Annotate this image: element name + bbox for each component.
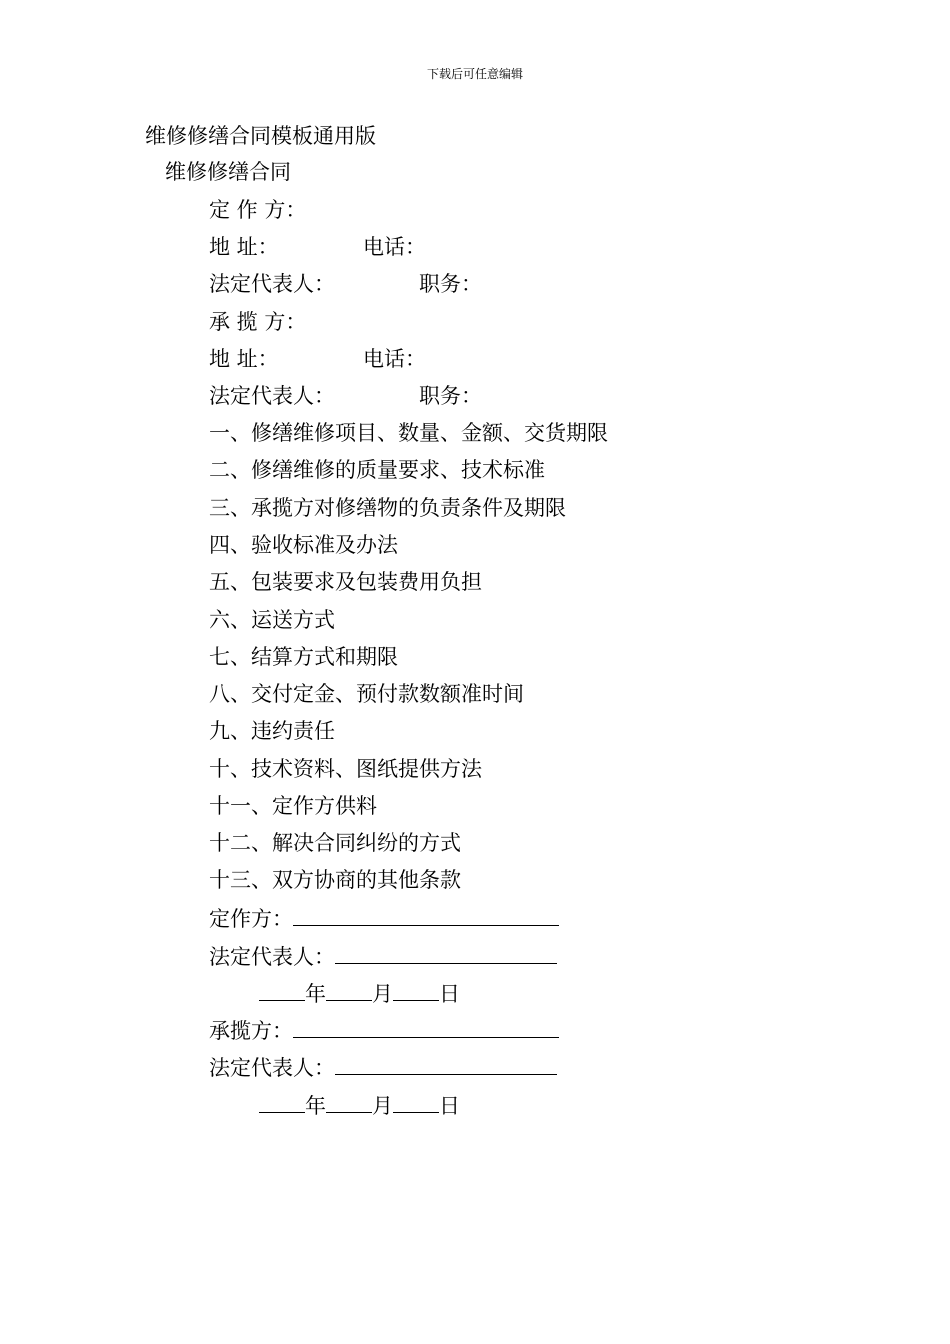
party-b-position-label: 职务：: [419, 384, 482, 408]
document-title: 维修修缮合同模板通用版: [145, 124, 376, 148]
clause-item: 四、验收标准及办法: [209, 533, 398, 557]
signature-b-year-label: 年: [305, 1094, 326, 1118]
signature-b-day-blank[interactable]: [393, 1090, 439, 1113]
signature-b-rep-label: 法定代表人：: [209, 1056, 335, 1080]
party-a-address-row: [209, 233, 426, 261]
signature-a-day-blank[interactable]: [393, 978, 439, 1001]
party-a-rep-row: [209, 270, 482, 298]
party-b-address-label: 地 址：: [209, 347, 279, 371]
signature-a-rep-label: 法定代表人：: [209, 945, 335, 969]
party-a-label: 定 作 方：: [209, 198, 307, 222]
signature-b-date-row: [259, 1090, 460, 1120]
party-a-position-label: 职务：: [419, 272, 482, 296]
signature-b-month-label: 月: [372, 1094, 393, 1118]
signature-a-month-label: 月: [372, 982, 393, 1006]
signature-b-year-blank[interactable]: [259, 1090, 305, 1113]
signature-a-month-blank[interactable]: [326, 978, 372, 1001]
party-b-rep-row: [209, 382, 482, 410]
clause-item: 十、技术资料、图纸提供方法: [209, 757, 482, 781]
party-b-legal-rep-label: 法定代表人：: [209, 384, 335, 408]
signature-a-day-label: 日: [439, 982, 460, 1006]
signature-b-party-blank[interactable]: [293, 1015, 559, 1038]
signature-b-month-blank[interactable]: [326, 1090, 372, 1113]
clause-item: 八、交付定金、预付款数额准时间: [209, 682, 524, 706]
signature-b-day-label: 日: [439, 1094, 460, 1118]
document-subtitle: 维修修缮合同: [165, 160, 291, 184]
clause-item: 一、修缮维修项目、数量、金额、交货期限: [209, 421, 608, 445]
signature-a-rep-row: [209, 941, 557, 971]
party-b-address-row: [209, 345, 426, 373]
clause-item: 二、修缮维修的质量要求、技术标准: [209, 458, 545, 482]
signature-a-party-blank[interactable]: [293, 903, 559, 926]
party-a-address-label: 地 址：: [209, 235, 279, 259]
clause-item: 六、运送方式: [209, 608, 335, 632]
party-a-phone-label: 电话：: [363, 235, 426, 259]
signature-a-year-label: 年: [305, 982, 326, 1006]
signature-b-party-label: 承揽方：: [209, 1019, 293, 1043]
clause-item: 三、承揽方对修缮物的负责条件及期限: [209, 496, 566, 520]
party-b-label: 承 揽 方：: [209, 310, 307, 334]
party-b-phone-label: 电话：: [363, 347, 426, 371]
page-header: 下载后可任意编辑: [426, 67, 523, 81]
signature-a-year-blank[interactable]: [259, 978, 305, 1001]
clause-item: 十一、定作方供料: [209, 794, 377, 818]
signature-b-rep-blank[interactable]: [335, 1052, 557, 1075]
signature-a-party-label: 定作方：: [209, 907, 293, 931]
party-a-legal-rep-label: 法定代表人：: [209, 272, 335, 296]
signature-a-rep-blank[interactable]: [335, 941, 557, 964]
signature-a-party-row: [209, 903, 559, 933]
signature-b-rep-row: [209, 1052, 557, 1082]
clause-item: 七、结算方式和期限: [209, 645, 398, 669]
clause-item: 十二、解决合同纠纷的方式: [209, 831, 461, 855]
signature-b-party-row: [209, 1015, 559, 1045]
clause-item: 十三、双方协商的其他条款: [209, 868, 461, 892]
clause-item: 九、违约责任: [209, 719, 335, 743]
signature-a-date-row: [259, 978, 460, 1008]
clause-item: 五、包装要求及包装费用负担: [209, 570, 482, 594]
